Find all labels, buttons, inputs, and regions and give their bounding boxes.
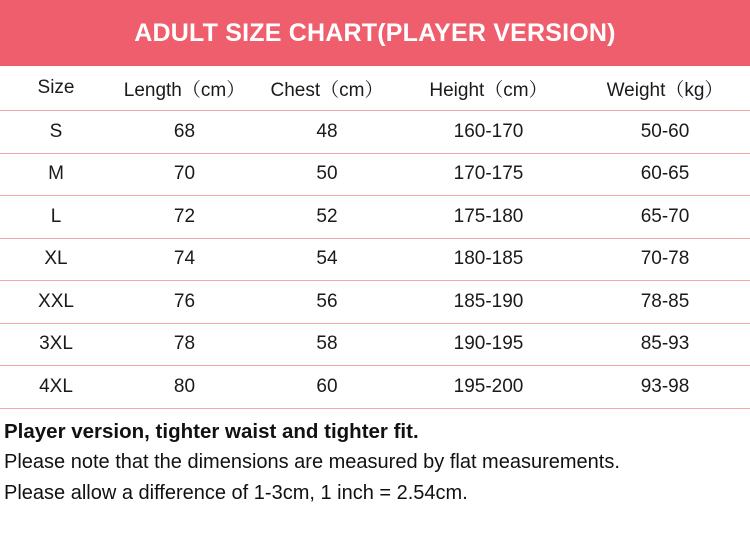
table-row — [0, 153, 750, 196]
cell-weight: 65-70 — [580, 196, 750, 239]
cell-chest: 60 — [257, 366, 397, 409]
cell-height: 160-170 — [397, 111, 580, 154]
table-row — [0, 366, 750, 409]
cell-height: 185-190 — [397, 281, 580, 324]
note-line-measurement: Please note that the dimensions are measured by flat measurements. — [4, 450, 620, 473]
cell-height: 170-175 — [397, 153, 580, 196]
table-header — [0, 66, 750, 111]
column-header-chest: Chest（cm） — [257, 66, 397, 111]
cell-weight: 70-78 — [580, 238, 750, 281]
cell-height: 195-200 — [397, 366, 580, 409]
table-row — [0, 238, 750, 281]
cell-size: 3XL — [0, 323, 112, 366]
size-chart-table — [0, 66, 750, 409]
cell-length: 76 — [112, 281, 257, 324]
table-body — [0, 111, 750, 409]
cell-length: 68 — [112, 111, 257, 154]
table-row — [0, 196, 750, 239]
cell-chest: 56 — [257, 281, 397, 324]
cell-chest: 50 — [257, 153, 397, 196]
chart-title: ADULT SIZE CHART(PLAYER VERSION) — [0, 0, 750, 66]
cell-weight: 85-93 — [580, 323, 750, 366]
cell-size: M — [0, 153, 112, 196]
note-line-tolerance: Please allow a difference of 1-3cm, 1 inch = 2.54cm. — [4, 481, 468, 504]
cell-size: L — [0, 196, 112, 239]
cell-size: 4XL — [0, 366, 112, 409]
notes-section — [0, 409, 750, 509]
cell-size: XL — [0, 238, 112, 281]
cell-size: XXL — [0, 281, 112, 324]
cell-weight: 78-85 — [580, 281, 750, 324]
cell-weight: 60-65 — [580, 153, 750, 196]
cell-height: 180-185 — [397, 238, 580, 281]
column-header-weight: Weight（kg） — [580, 66, 750, 111]
table-row — [0, 111, 750, 154]
cell-length: 80 — [112, 366, 257, 409]
cell-height: 190-195 — [397, 323, 580, 366]
cell-chest: 58 — [257, 323, 397, 366]
note-line-fit: Player version, tighter waist and tighter fit. — [4, 419, 419, 443]
cell-weight: 93-98 — [580, 366, 750, 409]
column-header-height: Height（cm） — [397, 66, 580, 111]
cell-chest: 52 — [257, 196, 397, 239]
cell-height: 175-180 — [397, 196, 580, 239]
cell-length: 74 — [112, 238, 257, 281]
cell-length: 78 — [112, 323, 257, 366]
table-row — [0, 323, 750, 366]
column-header-length: Length（cm） — [112, 66, 257, 111]
cell-length: 72 — [112, 196, 257, 239]
cell-length: 70 — [112, 153, 257, 196]
table-row — [0, 281, 750, 324]
cell-chest: 48 — [257, 111, 397, 154]
table-header-row — [0, 66, 750, 111]
cell-size: S — [0, 111, 112, 154]
cell-chest: 54 — [257, 238, 397, 281]
column-header-size: Size — [0, 66, 112, 111]
cell-weight: 50-60 — [580, 111, 750, 154]
